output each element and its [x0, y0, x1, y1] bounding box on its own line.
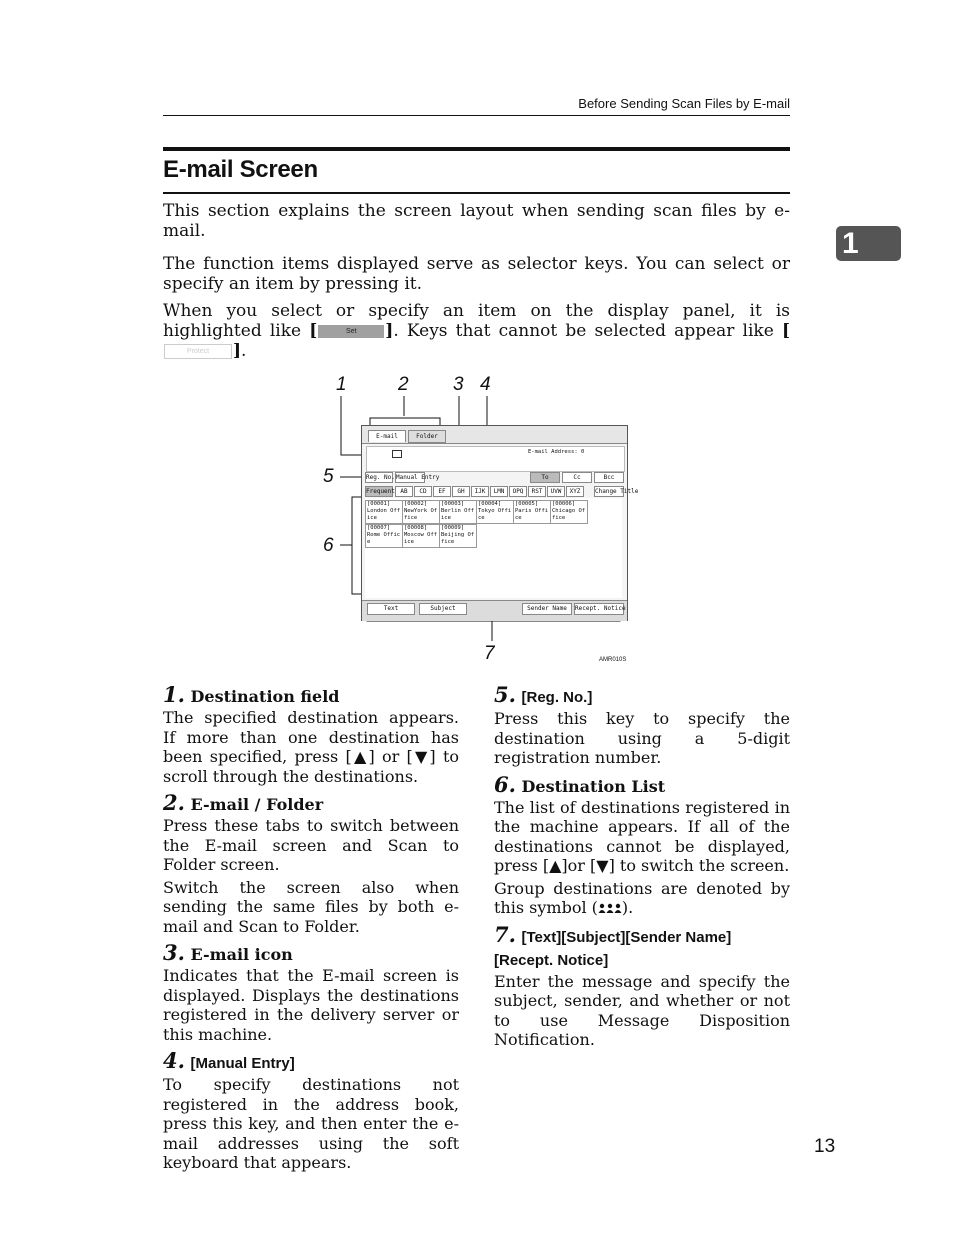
highlight-text-2: . Keys that cannot be selected appear like [393, 321, 774, 341]
entry-name: Moscow Off [404, 532, 438, 538]
highlight-text-3: . [241, 341, 247, 361]
callout-7: 7 [484, 643, 495, 664]
destination-entry[interactable] [513, 500, 551, 524]
destination-entry[interactable] [365, 500, 403, 524]
item-5-number: 5. [494, 682, 516, 707]
figure-code: AMR010S [599, 657, 627, 663]
entry-id: [00007] [367, 525, 391, 531]
chapter-tab: 1 [836, 226, 901, 261]
item-3-text: Indicates that the E-mail screen is displayed. Displays the destinations registered in the delivery server or this machine. [163, 966, 459, 1044]
reg-no-button[interactable]: Reg. No. [366, 474, 395, 481]
entry-id: [00004] [478, 501, 502, 507]
index-tab-ijk[interactable]: IJK [471, 486, 489, 497]
item-6-text: The list of destinations registered in the machine appears. If all of the destinations cannot be displayed, press [▲]or [▼] to switch the screen. [494, 797, 790, 875]
entry-id: [00009] [441, 525, 465, 531]
item-4-title: [Manual Entry] [190, 1055, 295, 1072]
index-tab-cd[interactable]: CD [414, 486, 432, 497]
entry-name: Chicago Of [552, 508, 586, 514]
intro-paragraph: This section explains the screen layout when sending scan files by e-mail. [163, 201, 790, 241]
item-1-number: 1. [163, 682, 185, 707]
destination-entry[interactable] [365, 524, 403, 548]
index-tab-uvw[interactable]: UVW [547, 486, 565, 497]
destination-entry[interactable] [402, 524, 440, 548]
item-column-left [163, 678, 459, 1176]
destination-field[interactable] [366, 446, 625, 472]
sender-name-button[interactable]: Sender Name [522, 603, 572, 615]
index-tab-rst[interactable]: RST [528, 486, 546, 497]
callout-4: 4 [480, 374, 491, 395]
item-1-heading [163, 684, 459, 708]
highlight-paragraph: When you select or specify an item on the display panel, it is highlighted like [ Set ]. Keys that cannot be selected appear like [Protect ]. [163, 301, 790, 361]
to-button[interactable]: To [530, 472, 560, 483]
item-2-text: Press these tabs to switch between the E-mail screen and Scan to Folder screen. [163, 816, 459, 874]
entry-name-cont: fice [441, 539, 455, 545]
item-3-title: E-mail icon [190, 945, 293, 964]
entry-name-cont: ice [441, 515, 451, 521]
recept-notice-button[interactable]: Recept. Notice [574, 603, 624, 615]
tab-email[interactable]: E-mail [368, 430, 406, 442]
entry-id: [00005] [515, 501, 539, 507]
running-header: Before Sending Scan Files by E-mail [578, 96, 790, 111]
entry-name: Rome Offic [367, 532, 401, 538]
entry-name: Paris Offi [515, 508, 549, 514]
item-6-title: Destination List [521, 776, 666, 796]
item-5-title: [Reg. No.] [521, 689, 593, 706]
callout-5: 5 [323, 466, 334, 487]
item-7-heading [494, 921, 790, 972]
text-button[interactable]: Text [367, 603, 415, 615]
callout-3: 3 [453, 374, 464, 395]
item-6-text-2 [494, 879, 790, 918]
item-1-text: The specified destination appears. If more than one destination has been specified, press [▲] or [▼] to scroll through the destinations. [163, 708, 459, 786]
destination-entry[interactable] [439, 524, 477, 548]
entry-name: NewYork Of [404, 508, 438, 514]
destination-entry[interactable] [439, 500, 477, 524]
item-7-number: 7. [494, 921, 516, 947]
index-tab-lmn[interactable]: LMN [490, 486, 508, 497]
item-2-heading [163, 792, 459, 816]
entry-id: [00001] [367, 501, 391, 507]
address-count [528, 449, 584, 455]
highlight-text-1: When you select or specify an item on the display panel, it is highlighted like [163, 301, 790, 341]
entry-name-cont: fice [552, 515, 566, 521]
item-1-title: Destination field [190, 687, 340, 706]
index-tab-frequent[interactable]: Frequent [366, 488, 395, 495]
entry-name-cont: ice [404, 539, 414, 545]
item-2-title: E-mail / Folder [190, 795, 324, 814]
address-count-value: 0 [580, 449, 585, 455]
tab-folder[interactable]: Folder [408, 430, 446, 443]
unavailable-key-sample: Protect [164, 344, 232, 359]
index-tab-ef[interactable]: EF [433, 486, 451, 497]
cc-button[interactable]: Cc [562, 472, 592, 483]
page-number: 13 [814, 1136, 836, 1157]
item-column-right [494, 678, 790, 1053]
entry-name: Beijing Of [441, 532, 475, 538]
entry-name: Berlin Off [441, 508, 475, 514]
entry-name: Tokyo Offi [478, 508, 512, 514]
item-4-heading [163, 1050, 459, 1075]
email-icon [392, 450, 402, 458]
item-3-number: 3. [163, 940, 185, 965]
entry-name-cont: ce [478, 515, 485, 521]
entry-id: [00003] [441, 501, 465, 507]
index-tab-ab[interactable]: AB [395, 486, 413, 497]
index-tab-opq[interactable]: OPQ [509, 486, 527, 497]
item-7-title: [Text][Subject][Sender Name][Recept. Notice] [494, 928, 732, 969]
item-7-text: Enter the message and specify the subject, sender, and whether or not to use Message Disposition Notification. [494, 971, 790, 1049]
index-tab-xyz[interactable]: XYZ [566, 486, 584, 497]
item-5-text: Press this key to specify the destination using a 5-digit registration number. [494, 709, 790, 767]
item-6-number: 6. [494, 771, 516, 797]
callout-2: 2 [398, 374, 409, 395]
destination-entry[interactable] [550, 500, 588, 524]
entry-name-cont: ce [515, 515, 522, 521]
item-6-heading [494, 771, 790, 798]
callout-1: 1 [336, 374, 347, 395]
entry-name-cont: ice [367, 515, 377, 521]
manual-entry-button[interactable]: Manual Entry [396, 474, 440, 481]
selector-keys-paragraph: The function items displayed serve as selector keys. You can select or specify an item by pressing it. [163, 254, 790, 294]
bcc-button[interactable]: Bcc [594, 472, 624, 483]
group-text-after: ). [621, 898, 634, 917]
index-tab-gh[interactable]: GH [452, 486, 470, 497]
entry-id: [00002] [404, 501, 428, 507]
item-4-number: 4. [163, 1048, 185, 1073]
item-2-number: 2. [163, 790, 185, 815]
item-3-heading [163, 942, 459, 966]
scanner-screen [361, 425, 639, 621]
item-4-text: To specify destinations not registered in the address book, press this key, and then enter the e-mail addresses using the soft keyboard that appears. [163, 1075, 459, 1172]
group-icon [598, 903, 622, 914]
entry-name-cont: e [367, 539, 371, 545]
section-title: E-mail Screen [163, 156, 318, 183]
entry-id: [00008] [404, 525, 428, 531]
group-text-before: Group destinations are denoted by this symbol ( [494, 878, 790, 917]
item-2-text-2: Switch the screen also when sending the same files by both e-mail and Scan to Folder. [163, 877, 459, 936]
callout-6: 6 [323, 535, 334, 556]
address-label: E-mail Address: [528, 449, 578, 455]
subject-button[interactable]: Subject [419, 603, 467, 615]
destination-entry[interactable] [476, 500, 514, 524]
entry-name: London Off [367, 508, 401, 514]
entry-name-cont: fice [404, 515, 418, 521]
item-5-heading [494, 684, 790, 709]
set-key-sample: Set [318, 325, 384, 338]
entry-id: [00006] [552, 501, 576, 507]
change-title-button[interactable]: Change Title [595, 488, 639, 495]
destination-entry[interactable] [402, 500, 440, 524]
